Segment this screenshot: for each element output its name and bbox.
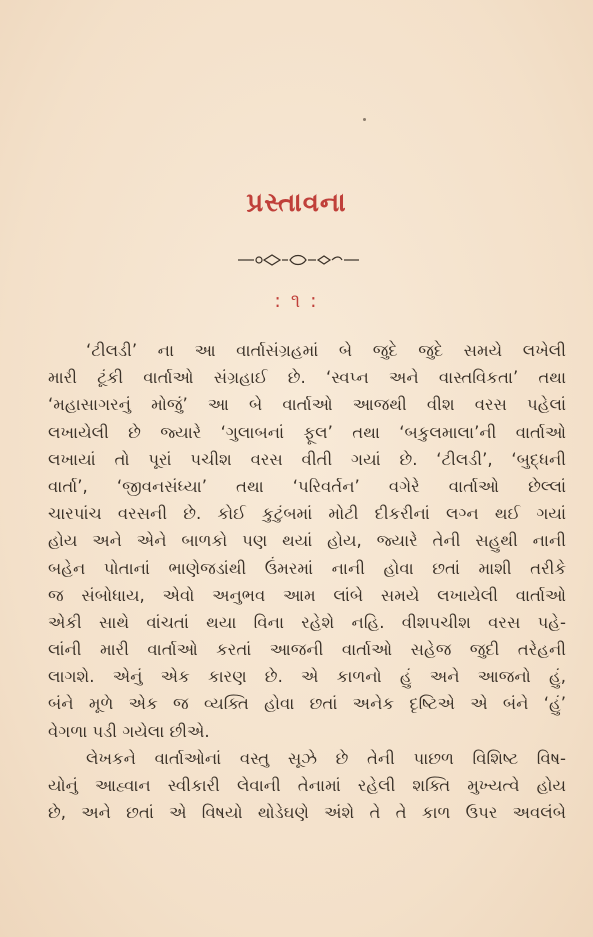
page-title: પ્રસ્તાવના [246, 188, 347, 218]
stray-dot [363, 118, 366, 121]
text-line: એકી સાથે વાંચતાં થયા વિના રહેશે નહિ. વીશપચીશ વરસ પહે- [48, 612, 566, 632]
text-line: વેગળા પડી ગયેલા છીએ. [48, 721, 210, 741]
text-line: છે, અને છતાં એ વિષયો થોડેઘણે અંશે તે તે કાળ ઉપર અવલંબે [48, 803, 566, 823]
text-line: યોનું આહ્વાન સ્વીકારી લેવાની તેનામાં રહેલી શક્તિ મુખ્યત્વે હોય [48, 776, 566, 795]
text-line: વાર્તા’, ‘જીવનસંધ્યા’ તથા ‘પરિવર્તન’ વગેરે વાર્તાઓ છેલ્લાં [48, 476, 566, 496]
text-line: મારી ટૂંકી વાર્તાઓ સંગ્રહાઈ છે. ‘સ્વપ્ન અને વાસ્તવિકતા’ તથા [48, 368, 566, 388]
text-line: જ સંબોધાય, એવો અનુભવ આમ લાંબે સમયે લખાયેલી વાર્તાઓ [48, 585, 566, 605]
text-line: ચારપાંચ વરસની છે. કોઈ કુટુંબમાં મોટી દીકરીનાં લગ્ન થઈ ગયાં [48, 504, 566, 524]
text-line: લેખકને વાર્તાઓનાં વસ્તુ સૂઝે છે તેની પાછળ વિશિષ્ટ વિષ- [86, 748, 566, 768]
body-text [48, 337, 566, 826]
text-line: ‘ટીલડી’ ના આ વાર્તાસંગ્રહમાં બે જુદે જુદે સમયે લખેલી [86, 341, 566, 360]
text-line: બહેન પોતાનાં ભાણેજડાંથી ઉંમરમાં નાની હોવા છતાં માશી તરીકે [48, 558, 566, 578]
text-line: લાંની મારી વાર્તાઓ કરતાં આજની વાર્તાઓ સહેજ જુદી તરેહની [48, 640, 566, 660]
chapter-number: : ૧ : [274, 290, 319, 312]
text-line: બંને મૂળે એક જ વ્યક્તિ હોવા છતાં અનેક દૃષ્ટિએ એ બંને ‘હું’ [48, 694, 566, 714]
text-line: લખાયેલી છે જ્યારે ‘ગુલાબનાં ફૂલ’ તથા ‘બકુલમાલા’ની વાર્તાઓ [48, 422, 566, 442]
text-line: લખાયાં તો પૂરાં પચીશ વરસ વીતી ગયાં છે. ‘ટીલડી’, ‘બુદ્ધની [48, 449, 566, 469]
text-line: લાગશે. એનું એક કારણ છે. એ કાળનો હું અને આજનો હું, [48, 667, 566, 687]
ornament-divider [236, 252, 361, 268]
text-line: ‘મહાસાગરનું મોજું’ આ બે વાર્તાઓ આજથી વીશ વરસ પહેલાં [48, 395, 566, 415]
text-line: હોય અને એને બાળકો પણ થયાં હોય, જ્યારે તેની સહુથી નાની [48, 531, 566, 551]
